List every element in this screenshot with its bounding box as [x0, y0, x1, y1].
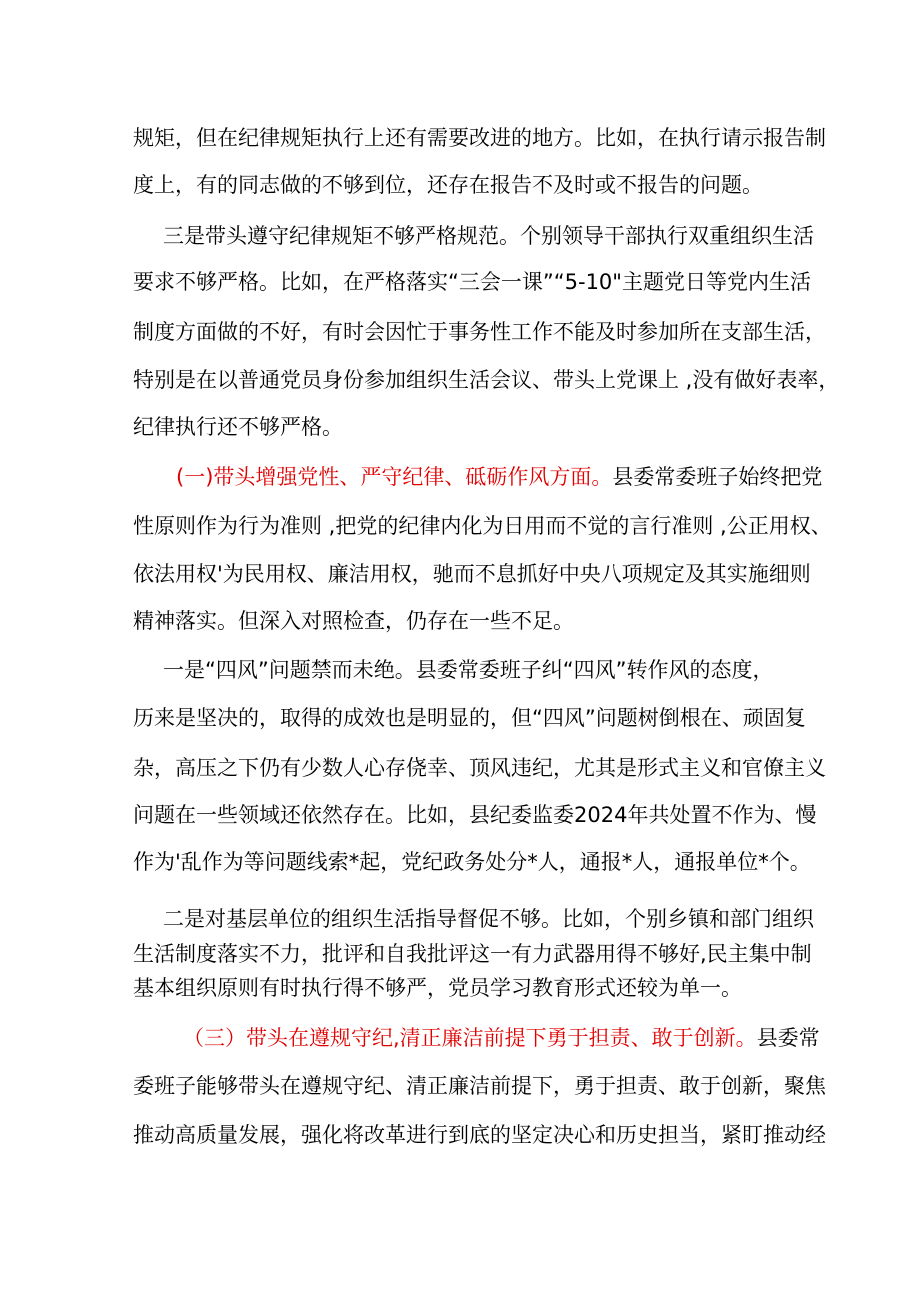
text-line: 一是“四风”问题禁而未绝。县委常委班子纠“四风”转作风的态度， — [163, 658, 774, 682]
text-line: 要求不够严格。比如，在严格落实“三会一课”“5-10"主题党日等党内生活 — [133, 270, 811, 294]
text-line: 杂，高压之下仍有少数人心存侥幸、顶风违纪，尤其是形式主义和官僚主义 — [133, 756, 826, 780]
text-line: 度上，有的同志做的不够到位，还存在报告不及时或不报告的问题。 — [133, 173, 763, 197]
section-heading: (一)带头增强党性、严守纪律、砥砺作风方面。 — [176, 465, 613, 489]
text-line: 性原则作为行为准则 ,把党的纪律内化为日用而不觉的言行准则 ,公正用权、 — [133, 514, 832, 538]
text-line: 委班子能够带头在遵规守纪、清正廉洁前提下，勇于担责、敢于创新，聚焦 — [133, 1074, 826, 1098]
section-heading: （三）带头在遵规守纪,清正廉洁前提下勇于担责、敢于创新。 — [183, 1026, 757, 1050]
text-line: 作为'乱作为等问题线索*起，党纪政务处分*人，通报*人，通报单位*个。 — [133, 850, 811, 874]
text-line: 问题在一些领域还依然存在。比如，县纪委监委2024年共处置不作为、慢 — [133, 803, 817, 827]
text-line: 特别是在以普通党员身份参加组织生活会议、带头上党课上 ,没有做好表率， — [133, 368, 840, 392]
text-line: 基本组织原则有时执行得不够严，党员学习教育形式还较为单一。 — [133, 976, 742, 1000]
text-line: 历来是坚决的，取得的成效也是明显的，但“四风”问题树倒根在、顽固复 — [133, 706, 806, 730]
text-line: 制度方面做的不好，有时会因忙于事务性工作不能及时参加所在支部生活， — [133, 320, 826, 344]
text-line: 生活制度落实不力，批评和自我批评这一有力武器用得不够好,民主集中制 — [133, 942, 812, 966]
text-line: 三是带头遵守纪律规矩不够严格规范。个别领导干部执行双重组织生活 — [163, 224, 814, 248]
section-heading-line — [176, 463, 822, 491]
text-line: 推动高质量发展，强化将改革进行到底的坚定决心和历史担当，紧盯推动经 — [133, 1123, 826, 1147]
text-line: 规矩，但在纪律规矩执行上还有需要改进的地方。比如，在执行请示报告制 — [133, 126, 826, 150]
text-span: 县委常 — [756, 1026, 820, 1050]
section-heading-line — [183, 1024, 820, 1052]
text-line: 纪律执行还不够严格。 — [133, 415, 343, 439]
text-line: 精神落实。但深入对照检查，仍存在一些不足。 — [133, 609, 574, 633]
text-line: 依法用权'为民用权、廉洁用权，驰而不息抓好中央八项规定及其实施细则 — [133, 562, 811, 586]
text-line: 二是对基层单位的组织生活指导督促不够。比如，个别乡镇和部门组织 — [163, 907, 814, 931]
text-span: 县委常委班子始终把党 — [612, 465, 823, 489]
